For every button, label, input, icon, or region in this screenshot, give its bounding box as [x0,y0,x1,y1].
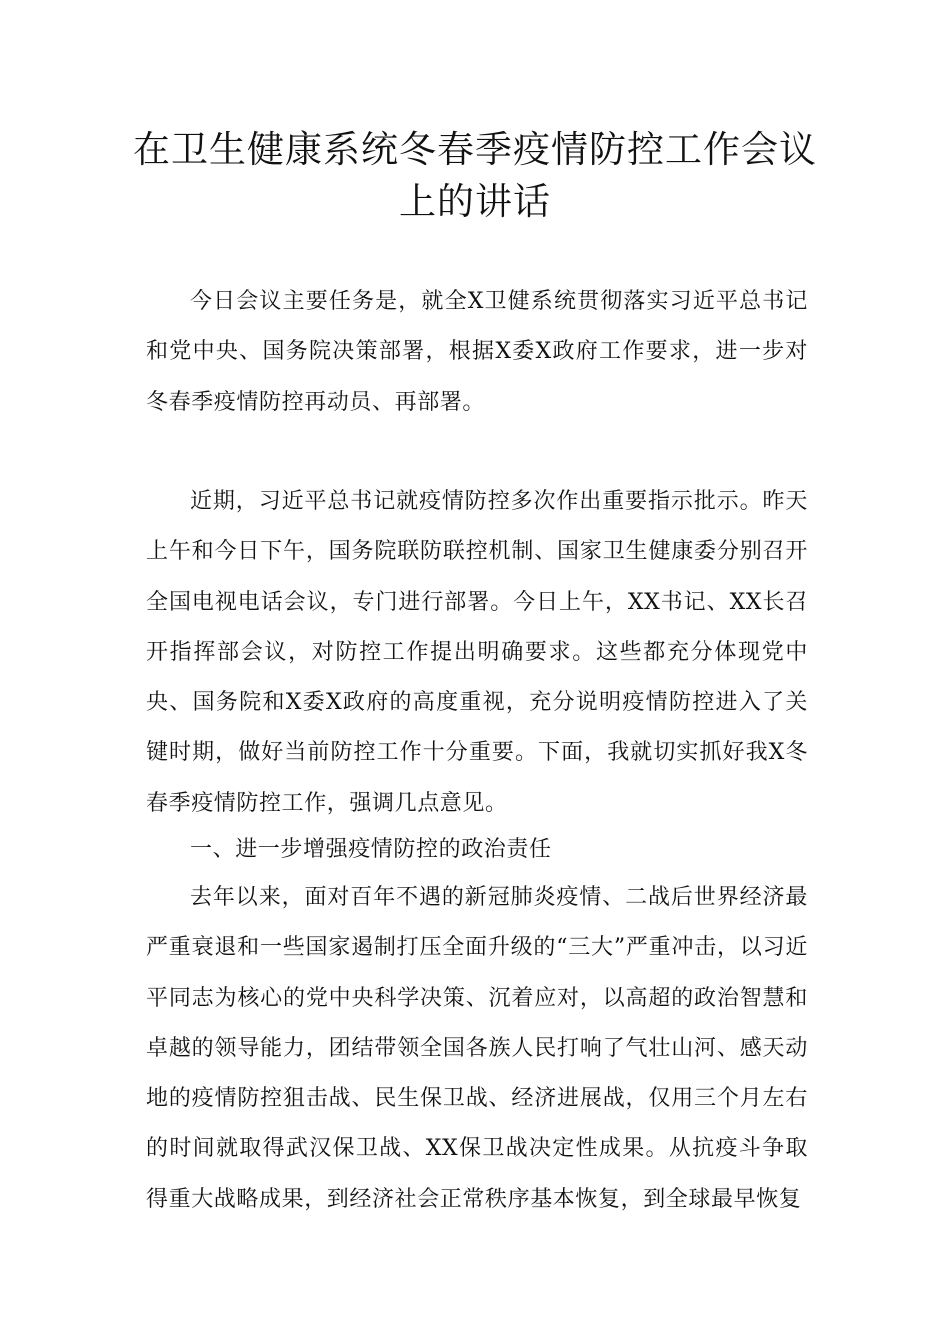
section-heading: 一、进一步增强疫情防控的政治责任 [190,837,552,862]
intro-paragraph: 今日会议主要任务是，就全X卫健系统贯彻落实习近平总书记和党中央、国务院决策部署，根据X委X政府工作要求，进一步对冬春季疫情防控再动员、再部署。 [146,289,808,415]
document-title: 在卫生健康系统冬春季疫情防控工作会议上的讲话 [133,128,817,223]
background-paragraph: 近期，习近平总书记就疫情防控多次作出重要指示批示。昨天上午和今日下午，国务院联防联控机制、国家卫生健康委分别召开全国电视电话会议，专门进行部署。今日上午，XX书记、XX长召开指挥部会议，对防控工作提出明确要求。这些都充分体现党中央、国务院和X委X政府的高度重视，充分说明疫情防控进入了关键时期，做好当前防控工作十分重要。下面，我就切实抓好我X冬春季疫情防控工作，强调几点意见。 [146,489,808,816]
section-paragraph: 去年以来，面对百年不遇的新冠肺炎疫情、二战后世界经济最严重衰退和一些国家遏制打压全面升级的“三大”严重冲击，以习近平同志为核心的党中央科学决策、沉着应对，以高超的政治智慧和卓越的领导能力，团结带领全国各族人民打响了气壮山河、感天动地的疫情防控狙击战、民生保卫战、经济进展战，仅用三个月左右的时间就取得武汉保卫战、XX保卫战决定性成果。从抗疫斗争取得重大战略成果，到经济社会正常秩序基本恢复，到全球最早恢复 [146,885,808,1212]
